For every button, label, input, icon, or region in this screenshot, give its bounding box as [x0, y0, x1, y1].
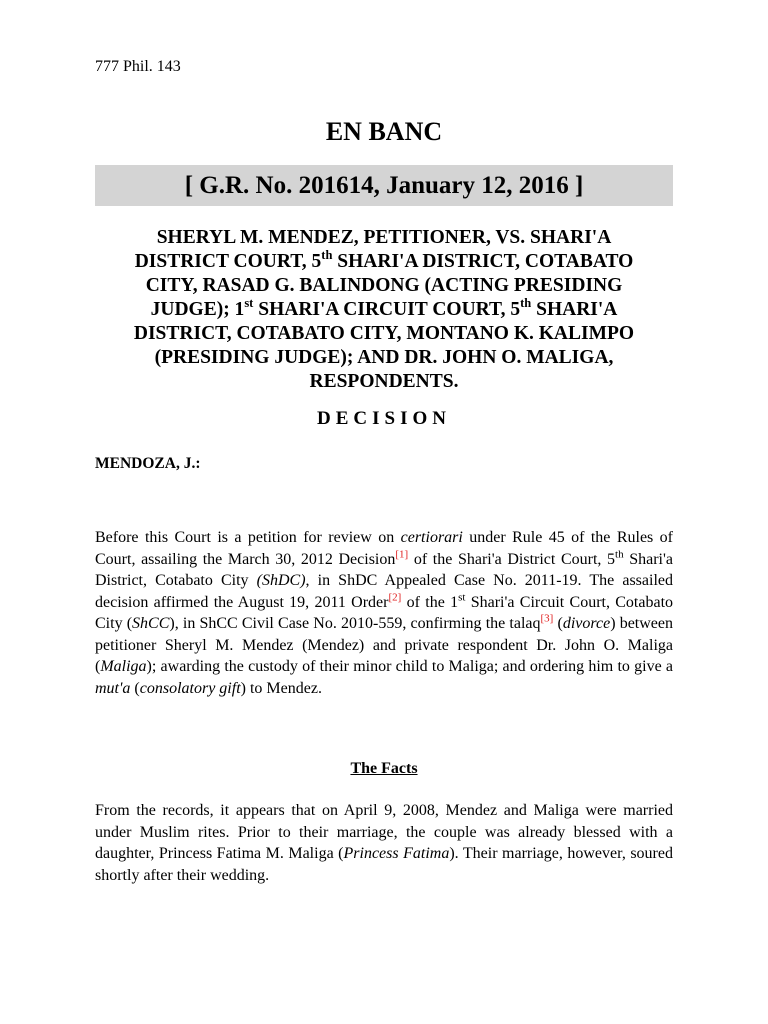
- body-paragraph-facts: From the records, it appears that on April 9, 2008, Mendez and Maliga were married under Muslim rites. Prior to their marriage, the couple was already blessed with a daughter, Princess Fatima M. Maliga (Princess Fatima). Their marriage, however, soured shortly after their wedding.: [95, 802, 673, 884]
- parties-line: DISTRICT COURT, 5th SHARI'A DISTRICT, COTABATO: [134, 247, 634, 272]
- parties-line: RESPONDENTS.: [309, 371, 459, 392]
- case-number: [ G.R. No. 201614, January 12, 2016 ]: [184, 172, 584, 199]
- facts-heading: The Facts: [350, 760, 418, 777]
- case-parties: [95, 226, 673, 394]
- parties-line: SHERYL M. MENDEZ, PETITIONER, VS. SHARI'A: [156, 227, 612, 248]
- footnote-link-2[interactable]: [2]: [388, 591, 402, 604]
- footnote-link-3[interactable]: [3]: [540, 612, 554, 625]
- body-paragraph-intro: Before this Court is a petition for review on certiorari under Rule 45 of the Rules of Court, assailing the March 30, 2012 Decision[1] of the Shari'a District Court, 5th Shari'a District, Cotabato City (ShDC), in ShDC Appealed Case No. 2011-19. The assailed decision affirmed the August 19, 2011 Order[2] of the 1st Shari'a Circuit Court, Cotabato City (ShCC), in ShCC Civil Case No. 2010-559, confirming the talaq[3] (divorce) between petitioner Sheryl M. Mendez (Mendez) and private respondent Dr. John O. Maliga (Maliga); awarding the custody of their minor child to Maliga; and ordering him to give a mut'a (consolatory gift) to Mendez.: [95, 529, 674, 697]
- footnote-link-1[interactable]: [1]: [395, 548, 409, 561]
- parties-line: DISTRICT, COTABATO CITY, MONTANO K. KALIMPO: [133, 323, 635, 344]
- citation: 777 Phil. 143: [95, 58, 181, 75]
- decision-heading: DECISION: [317, 408, 451, 429]
- ponente: MENDOZA, J.:: [95, 455, 201, 472]
- parties-line: CITY, RASAD G. BALINDONG (ACTING PRESIDING: [145, 275, 623, 296]
- case-number-banner: [95, 165, 673, 206]
- parties-line: (PRESIDING JUDGE); AND DR. JOHN O. MALIGA,: [154, 347, 614, 368]
- parties-line: JUDGE); 1st SHARI'A CIRCUIT COURT, 5th SHARI'A: [150, 295, 618, 320]
- division-heading: EN BANC: [325, 117, 443, 146]
